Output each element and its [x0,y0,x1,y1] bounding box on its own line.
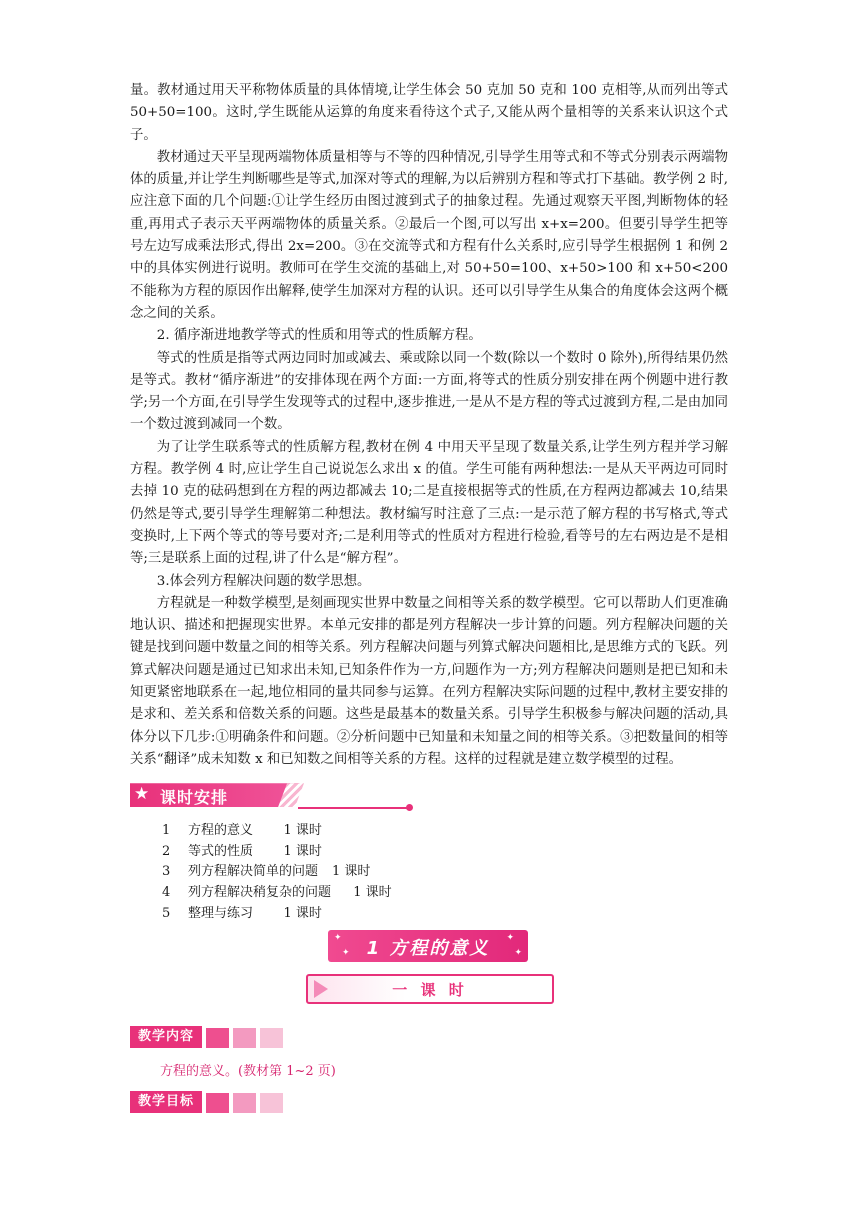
period-banner [306,974,554,1004]
schedule-hours: 1 课时 [283,905,322,921]
schedule-title: 整理与练习 [188,905,270,921]
star-icon: ★ [134,784,150,805]
decor-square [260,1093,283,1113]
schedule-heading: 课时安排 [160,788,229,808]
schedule-number: 1 [162,823,171,839]
subheading: 2. 循序渐进地教学等式的性质和用等式的性质解方程。 [156,328,482,344]
schedule-item [162,842,728,863]
decor-square [260,1028,283,1048]
schedule-number: 3 [162,864,171,880]
decor-square [206,1093,229,1113]
sparkle-icon: ✦ [334,933,342,944]
schedule-hours: 1 课时 [332,864,371,880]
content-section-tab [130,1026,728,1048]
period-title: 一 课 时 [392,981,468,1000]
schedule-item [162,862,728,883]
schedule-title: 列方程解决简单的问题 [188,864,319,880]
decor-square [233,1028,256,1048]
content-text: 方程的意义。(教材第 1~2 页) [160,1064,336,1080]
schedule-title: 方程的意义 [188,823,270,839]
schedule-title: 等式的性质 [188,843,270,859]
goal-label: 教学目标 [130,1091,202,1113]
content-label: 教学内容 [130,1026,202,1048]
paragraph: 为了让学生联系等式的性质解方程,教材在例 4 中用天平呈现了数量关系,让学生列方程并学习解方程。教学例 4 时,应让学生自己说说怎么求出 x 的值。学生可能有两种想法:一是从天平两边可同时去掉 10 克的砝码想到在方程的两边都减去 10;二是直接根据等式的性质,在方程两边都减去 10,结果仍然是等式,要引导学生理解第二种想法。教材编写时注意了三点:一是示范了解方程的书写格式,等式变换时,上下两个等式的等号要对齐;二是利用等式的性质对方程进行检验,看等号的左右两边是不是相等;三是联系上面的过程,讲了什么是“解方程”。 [130,439,728,567]
paragraph: 量。教材通过用天平称物体质量的具体情境,让学生体会 50 克加 50 克和 100 克相等,从而列出等式 50+50=100。这时,学生既能从运算的角度来看待这个式子,又能从两个量相等的关系来认识这个式子。 [130,83,728,143]
lesson-title: 1 方程的意义 [366,938,490,960]
goal-section-tab [130,1091,728,1113]
paragraph: 等式的性质是指等式两边同时加或减去、乘或除以同一个数(除以一个数时 0 除外),所得结果仍然是等式。教材“循序渐进”的安排体现在两个方面:一方面,将等式的性质分别安排在两个例题中进行教学;另一个方面,在引导学生发现等式的过程中,逐步推进,一是从不是方程的等式过渡到方程,二是由加同一个数过渡到减同一个数。 [130,350,728,433]
schedule-hours: 1 课时 [283,823,322,839]
paragraph: 方程就是一种数学模型,是刻画现实世界中数量之间相等关系的数学模型。它可以帮助人们更准确地认识、描述和把握现实世界。本单元安排的都是列方程解决一步计算的问题。列方程解决问题的关键是找到问题中数量之间的相等关系。列方程解决问题与列算式解决问题相比,是思维方式的飞跃。列算式解决问题是通过已知求出未知,已知条件作为一方,问题作为一方;列方程解决问题则是把已知和未知更紧密地联系在一起,地位相同的量共同参与运算。在列方程解决实际问题的过程中,教材主要安排的是求和、差关系和倍数关系的问题。这些是最基本的数量关系。引导学生积极参与解决问题的活动,具体分以下几步:①明确条件和问题。②分析问题中已知量和未知量之间的相等关系。③把数量间的相等关系“翻译”成未知数 x 和已知数之间相等关系的方程。这样的过程就是建立数学模型的过程。 [130,595,728,767]
schedule-hours: 1 课时 [283,843,322,859]
lesson-title-banner [328,930,528,962]
schedule-title: 列方程解决稍复杂的问题 [188,884,340,900]
banner-dot [406,804,413,811]
paragraph: 教材通过天平呈现两端物体质量相等与不等的四种情况,引导学生用等式和不等式分别表示两端物体的质量,并让学生判断哪些是等式,加深对等式的理解,为以后辨别方程和等式打下基础。教学例 2 时,应注意下面的几个问题:①让学生经历由图过渡到式子的抽象过程。先通过观察天平图,判断物体的轻重,再用式子表示天平两端物体的质量关系。②最后一个图,可以写出 x+x=200。但要引导学生把等号左边写成乘法形式,得出 2x=200。③在交流等式和方程有什么关系时,应引导学生根据例 1 和例 2 中的具体实例进行说明。教师可在学生交流的基础上,对 50+50=100、x+50>100 和 x+50<200 不能称为方程的原因作出解释,使学生加深对方程的认识。还可以引导学生从集合的角度体会这两个概念之间的关系。 [130,149,728,321]
schedule-number: 4 [162,884,171,900]
schedule-item [162,821,728,842]
decor-square [233,1093,256,1113]
sparkle-icon: ✦ [342,948,350,959]
schedule-banner [130,775,728,819]
schedule-item [162,883,728,904]
schedule-number: 2 [162,843,171,859]
page-content [130,80,728,1113]
schedule-hours: 1 课时 [353,884,392,900]
banner-underline [298,807,408,809]
subheading: 3.体会列方程解决问题的数学思想。 [156,573,371,589]
sparkle-icon: ✦ [514,948,522,959]
sparkle-icon: ✦ [506,933,514,944]
schedule-number: 5 [162,905,171,921]
decor-square [206,1028,229,1048]
schedule-item [162,904,728,925]
schedule-list [162,821,728,924]
